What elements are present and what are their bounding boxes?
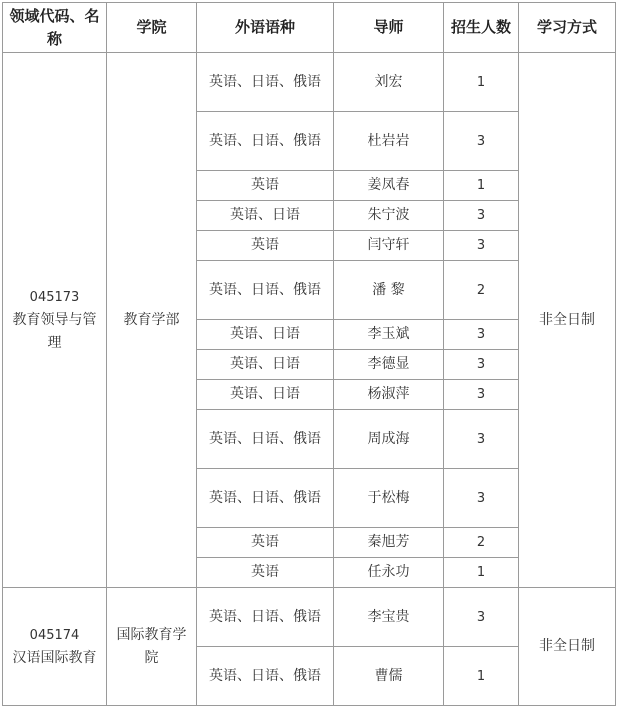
language-cell: 英语、日语 <box>197 320 334 350</box>
count-cell: 3 <box>444 380 519 410</box>
advisor-cell: 杜岩岩 <box>334 112 444 171</box>
advisor-cell: 任永功 <box>334 558 444 588</box>
enrollment-table <box>2 2 616 706</box>
mode-cell: 非全日制 <box>519 53 616 588</box>
advisor-cell: 周成海 <box>334 410 444 469</box>
count-cell: 3 <box>444 410 519 469</box>
count-cell: 2 <box>444 261 519 320</box>
language-cell: 英语、日语、俄语 <box>197 261 334 320</box>
advisor-cell: 闫守轩 <box>334 231 444 261</box>
language-cell: 英语 <box>197 528 334 558</box>
language-cell: 英语、日语、俄语 <box>197 469 334 528</box>
count-cell: 1 <box>444 53 519 112</box>
language-cell: 英语 <box>197 171 334 201</box>
language-cell: 英语、日语、俄语 <box>197 410 334 469</box>
count-cell: 3 <box>444 588 519 647</box>
advisor-cell: 曹儒 <box>334 647 444 706</box>
college-cell: 国际教育学院 <box>107 588 197 706</box>
table-row <box>3 588 616 647</box>
count-cell: 1 <box>444 558 519 588</box>
header-count: 招生人数 <box>444 3 519 53</box>
header-language: 外语语种 <box>197 3 334 53</box>
count-cell: 2 <box>444 528 519 558</box>
advisor-cell: 于松梅 <box>334 469 444 528</box>
language-cell: 英语 <box>197 558 334 588</box>
count-cell: 3 <box>444 320 519 350</box>
count-cell: 3 <box>444 350 519 380</box>
field-name: 教育领导与管理 <box>12 311 97 351</box>
field-code: 045174 <box>29 627 80 643</box>
language-cell: 英语、日语 <box>197 201 334 231</box>
advisor-cell: 李德显 <box>334 350 444 380</box>
field-cell <box>3 53 107 588</box>
language-cell: 英语、日语、俄语 <box>197 647 334 706</box>
count-cell: 3 <box>444 112 519 171</box>
advisor-cell: 杨淑萍 <box>334 380 444 410</box>
field-code: 045173 <box>29 289 80 305</box>
header-field: 领域代码、名称 <box>3 3 107 53</box>
language-cell: 英语、日语、俄语 <box>197 588 334 647</box>
college-cell: 教育学部 <box>107 53 197 588</box>
advisor-cell: 秦旭芳 <box>334 528 444 558</box>
advisor-cell: 朱宁波 <box>334 201 444 231</box>
header-advisor: 导师 <box>334 3 444 53</box>
count-cell: 1 <box>444 171 519 201</box>
header-mode: 学习方式 <box>519 3 616 53</box>
table-row <box>3 53 616 112</box>
header-row <box>3 3 616 53</box>
header-college: 学院 <box>107 3 197 53</box>
advisor-cell: 李宝贵 <box>334 588 444 647</box>
advisor-cell: 潘 黎 <box>334 261 444 320</box>
count-cell: 3 <box>444 201 519 231</box>
language-cell: 英语 <box>197 231 334 261</box>
advisor-cell: 李玉斌 <box>334 320 444 350</box>
language-cell: 英语、日语 <box>197 350 334 380</box>
language-cell: 英语、日语 <box>197 380 334 410</box>
mode-cell: 非全日制 <box>519 588 616 706</box>
count-cell: 3 <box>444 469 519 528</box>
language-cell: 英语、日语、俄语 <box>197 112 334 171</box>
count-cell: 1 <box>444 647 519 706</box>
count-cell: 3 <box>444 231 519 261</box>
language-cell: 英语、日语、俄语 <box>197 53 334 112</box>
field-cell <box>3 588 107 706</box>
advisor-cell: 姜凤春 <box>334 171 444 201</box>
field-name: 汉语国际教育 <box>12 649 97 666</box>
advisor-cell: 刘宏 <box>334 53 444 112</box>
